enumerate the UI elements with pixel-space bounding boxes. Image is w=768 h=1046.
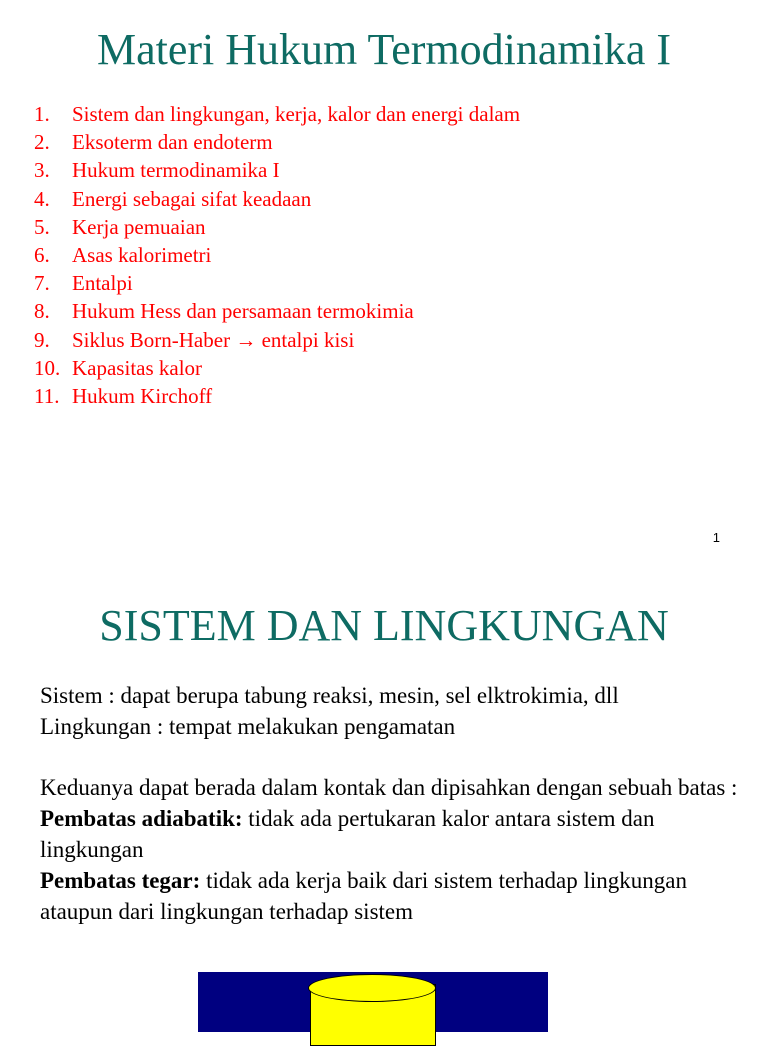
rigid-label: Pembatas tegar: (40, 868, 201, 893)
slide-body (40, 680, 740, 927)
adiabatic-text: tidak ada pertukaran kalor antara sistem dan lingkungan (40, 806, 655, 862)
adiabatic-label: Pembatas adiabatik: (40, 806, 243, 831)
system-figure (198, 972, 548, 1032)
list-item: 5. Kerja pemuaian (34, 214, 206, 239)
list-item: 2. Eksoterm dan endoterm (34, 130, 273, 155)
list-item: 3. Hukum termodinamika I (34, 158, 280, 183)
slide-title: Materi Hukum Termodinamika I (96, 25, 672, 74)
page-number: 1 (712, 530, 720, 545)
boundary-intro: Keduanya dapat berada dalam kontak dan dipisahkan dengan sebuah batas : (40, 775, 738, 800)
list-item: 11. Hukum Kirchoff (34, 383, 213, 408)
list-item: 9. Siklus Born-Haber → entalpi kisi (34, 327, 355, 352)
rigid-text: tidak ada kerja baik dari sistem terhadap lingkungan ataupun dari lingkungan terhadap sistem (40, 868, 687, 924)
list-item: 7. Entalpi (34, 271, 133, 296)
list-item: 1. Sistem dan lingkungan, kerja, kalor dan energi dalam (34, 102, 521, 126)
slide-2 (0, 560, 768, 1024)
environment-definition: Lingkungan : tempat melakukan pengamatan (40, 714, 456, 739)
list-item: 10. Kapasitas kalor (34, 355, 203, 380)
slide-title: SISTEM DAN LINGKUNGAN (99, 601, 669, 650)
list-item: 4. Energi sebagai sifat keadaan (34, 186, 312, 211)
list-item: 6. Asas kalorimetri (34, 242, 212, 267)
topic-list (34, 100, 520, 410)
system-definition: Sistem : dapat berupa tabung reaksi, mesin, sel elktrokimia, dll (40, 683, 619, 708)
adiabatic-boundary (40, 803, 740, 865)
cylinder-top (308, 974, 436, 1002)
list-item: 8. Hukum Hess dan persamaan termokimia (34, 299, 414, 324)
rigid-boundary (40, 865, 740, 927)
